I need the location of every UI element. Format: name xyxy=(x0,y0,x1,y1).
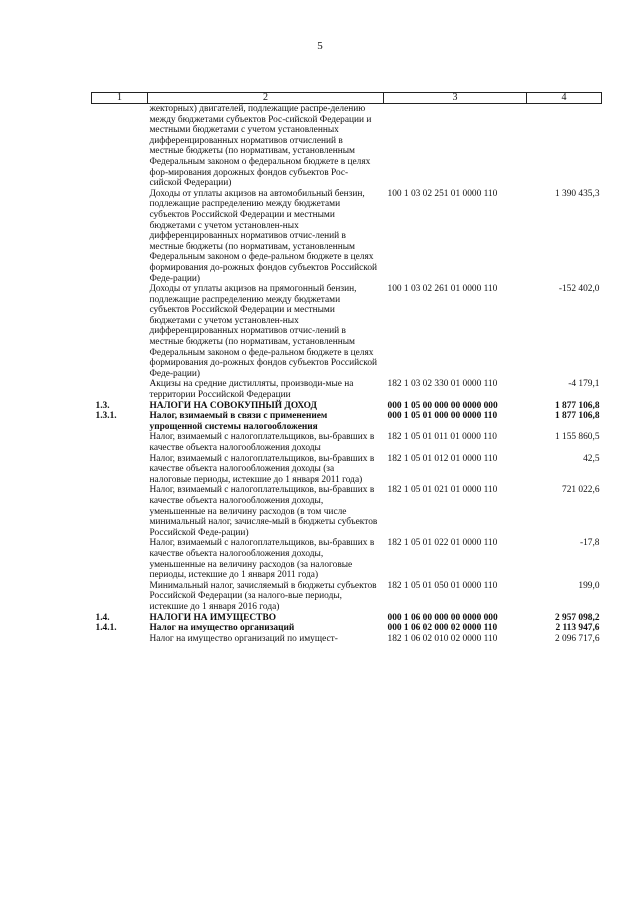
header-col-1: 1 xyxy=(92,93,148,104)
row-description: жекторных) двигателей, подлежащие распре-делению между бюджетами субъектов Рос-сийской Федерации и местными бюджетами с учетом установленных дифференцированных нормативов отчислений в местные бюджеты (по нормативам, установленным Федеральным законом о федеральном бюджете в целях фор-мирования дорожных фондов субъектов Рос-сийской Федерации) xyxy=(149,104,372,189)
row-code: 182 1 06 02 010 02 0000 110 xyxy=(387,633,498,644)
table-row xyxy=(92,104,602,189)
table-row xyxy=(92,284,602,379)
row-description: Налог на имущество организаций по имущест- xyxy=(149,633,338,644)
table-row xyxy=(92,379,602,400)
row-code: 000 1 05 01 000 00 0000 110 xyxy=(387,411,498,422)
row-code: 000 1 05 00 000 00 0000 000 xyxy=(387,400,498,411)
row-amount: 2 957 098,2 xyxy=(554,612,600,623)
row-amount: 1 877 106,8 xyxy=(554,400,600,411)
row-description: Налог, взимаемый с налогоплательщиков, вы-бравших в качестве объекта налогообложения доходы, уменьшенные на величину расходов (в том числе минимальный налог, зачисляе-мый в бюджеты субъектов Российской Феде-рации) xyxy=(149,485,378,538)
row-number xyxy=(92,634,148,645)
row-description: НАЛОГИ НА СОВОКУПНЫЙ ДОХОД xyxy=(149,400,317,411)
table-row xyxy=(92,634,602,645)
row-code: 000 1 06 02 000 02 0000 110 xyxy=(387,623,498,634)
row-amount: -17,8 xyxy=(579,538,600,549)
row-code xyxy=(384,104,527,189)
row-amount: 1 877 106,8 xyxy=(554,411,600,422)
table-row xyxy=(92,454,602,486)
row-description: Налог, взимаемый с налогоплательщиков, вы-бравших в качестве объекта налогообложения доходы (за налоговые периоды, истекшие до 1 января 2011 года) xyxy=(149,453,375,485)
row-amount: 199,0 xyxy=(578,580,600,591)
row-amount: 42,5 xyxy=(583,453,600,464)
row-description: Минимальный налог, зачисляемый в бюджеты субъектов Российской Федерации (за налого-вые периоды, истекшие до 1 января 2016 года) xyxy=(149,580,377,612)
row-number: 1.3.1. xyxy=(95,411,117,422)
table-row xyxy=(92,401,602,412)
row-number xyxy=(92,485,148,538)
row-code: 100 1 03 02 251 01 0000 110 xyxy=(387,188,498,199)
row-number xyxy=(92,284,148,379)
header-col-2: 2 xyxy=(148,93,384,104)
row-amount: -152 402,0 xyxy=(558,284,600,295)
table-row xyxy=(92,581,602,613)
header-col-4: 4 xyxy=(527,93,602,104)
row-amount: 2 113 947,6 xyxy=(555,623,600,634)
row-amount: 1 390 435,3 xyxy=(554,188,600,199)
row-description: Доходы от уплаты акцизов на прямогонный бензин, подлежащие распределению между бюджетами субъектов Российской Федерации и местными бюджетами с учетом установлен-ных дифференцированных нормативов отчис-лений в местные бюджеты (по нормативам, установленным Федеральным законом о феде-ральном бюджете в целях формирования до-рожных фондов субъектов Российской Феде-рации) xyxy=(149,284,378,379)
row-number xyxy=(92,189,148,284)
row-amount: 721 022,6 xyxy=(562,485,600,496)
table-row xyxy=(92,411,602,432)
row-description: Налог, взимаемый в связи с применением упрощенной системы налогообложения xyxy=(149,411,328,432)
row-number: 1.4. xyxy=(95,612,110,623)
row-description: Доходы от уплаты акцизов на автомобильный бензин, подлежащие распределению между бюджетами субъектов Российской Федерации и местными бюджетами с учетом установлен-ных дифференцированных нормативов отчис-лений в местные бюджеты (по нормативам, установленным Федеральным законом о феде-ральном бюджете в целях формирования до-рожных фондов субъектов Российской Феде-рации) xyxy=(149,188,378,284)
row-description: Налог, взимаемый с налогоплательщиков, вы-бравших в качестве объекта налогообложения доходы xyxy=(149,432,375,453)
row-amount: 2 096 717,6 xyxy=(554,633,600,644)
table-row xyxy=(92,189,602,284)
row-number xyxy=(92,538,148,580)
table-row xyxy=(92,613,602,624)
row-amount: 1 155 860,5 xyxy=(554,432,600,443)
table-row xyxy=(92,432,602,453)
page-number: 5 xyxy=(317,40,323,52)
row-code: 182 1 05 01 050 01 0000 110 xyxy=(387,580,498,591)
row-number xyxy=(92,432,148,453)
row-description: НАЛОГИ НА ИМУЩЕСТВО xyxy=(149,612,276,623)
row-number xyxy=(92,454,148,486)
revenue-table xyxy=(91,92,602,644)
row-code: 182 1 03 02 330 01 0000 110 xyxy=(387,379,498,390)
table-header-row xyxy=(92,93,602,104)
table-body xyxy=(92,104,602,645)
row-number: 1.3. xyxy=(95,400,110,411)
row-number xyxy=(92,581,148,613)
row-amount: -4 179,1 xyxy=(568,379,600,390)
row-description: Акцизы на средние дистилляты, производи-мые на территории Российской Федерации xyxy=(149,379,354,401)
row-number: 1.4.1. xyxy=(95,623,117,634)
row-code: 182 1 05 01 021 01 0000 110 xyxy=(387,485,498,496)
table-row xyxy=(92,485,602,538)
table-row xyxy=(92,538,602,580)
row-code: 182 1 05 01 022 01 0000 110 xyxy=(387,538,498,549)
row-code: 100 1 03 02 261 01 0000 110 xyxy=(387,284,498,295)
row-code: 000 1 06 00 000 00 0000 000 xyxy=(387,612,498,623)
row-number xyxy=(92,104,148,189)
row-amount xyxy=(527,104,602,189)
row-description: Налог, взимаемый с налогоплательщиков, вы-бравших в качестве объекта налогообложения доходы, уменьшенные на величину расходов (за налоговые периоды, истекшие до 1 января 2011 года) xyxy=(149,538,375,581)
table-row xyxy=(92,623,602,634)
row-description: Налог на имущество организаций xyxy=(149,623,295,634)
header-col-3: 3 xyxy=(384,93,527,104)
row-number xyxy=(92,379,148,400)
row-code: 182 1 05 01 011 01 0000 110 xyxy=(387,432,497,443)
row-code: 182 1 05 01 012 01 0000 110 xyxy=(387,453,498,464)
